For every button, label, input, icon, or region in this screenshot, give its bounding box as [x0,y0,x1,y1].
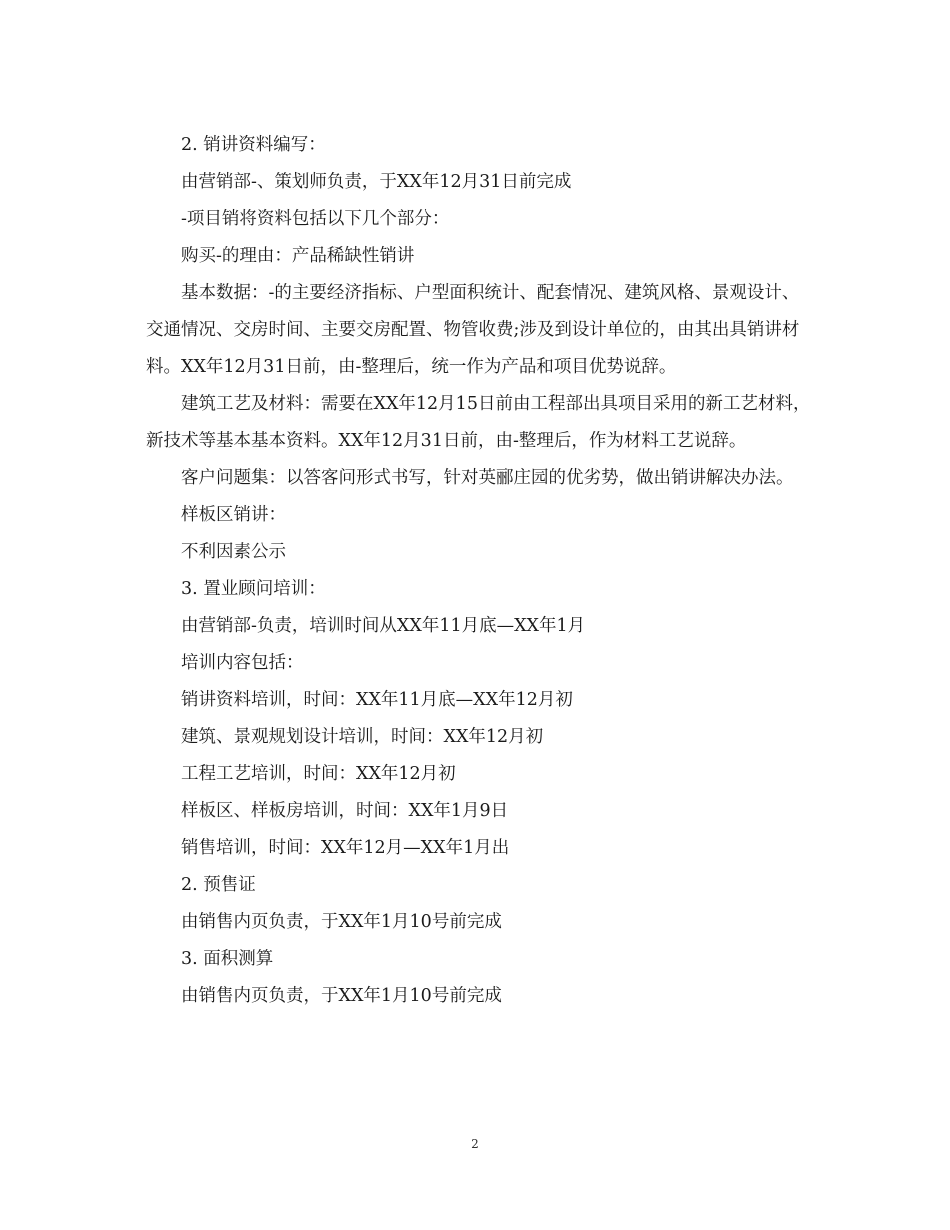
paragraph-4: 购买-的理由：产品稀缺性销讲 [181,246,415,266]
paragraph-17: 销售培训，时间：XX年12月—XX年1月出 [181,838,510,858]
paragraph-18: 2. 预售证 [181,875,256,895]
paragraph-11: 由营销部-负责，培训时间从XX年11月底—XX年1月 [181,616,586,636]
paragraph-1: 2. 销讲资料编写： [181,135,326,155]
paragraph-9: 不利因素公示 [181,542,286,562]
paragraph-10: 3. 置业顾问培训： [181,579,326,599]
paragraph-21: 由销售内页负责，于XX年1月10号前完成 [181,986,502,1006]
paragraph-15: 工程工艺培训，时间：XX年12月初 [181,764,456,784]
paragraph-3: -项目销将资料包括以下几个部分： [181,209,450,229]
paragraph-16: 样板区、样板房培训，时间：XX年1月9日 [181,801,509,821]
paragraph-20: 3. 面积测算 [181,949,274,969]
paragraph-7: 客户问题集：以答客问形式书写，针对英郦庄园的优劣势，做出销讲解决办法。 [181,468,794,488]
paragraph-2: 由营销部-、策划师负责，于XX年12月31日前完成 [181,172,572,192]
paragraph-6: 建筑工艺及材料：需要在XX年12月15日前由工程部出具项目采用的新工艺材料，新技术等基本基本资料。XX年12月31日前，由-整理后，作为材料工艺说辞。 [146,394,811,451]
paragraph-13: 销讲资料培训，时间：XX年11月底—XX年12月初 [181,690,573,710]
paragraph-5: 基本数据：-的主要经济指标、户型面积统计、配套情况、建筑风格、景观设计、交通情况、交房时间、主要交房配置、物管收费;涉及到设计单位的，由其出具销讲材料。XX年12月31日前，由-整理后，统一作为产品和项目优势说辞。 [146,283,800,377]
paragraph-19: 由销售内页负责，于XX年1月10号前完成 [181,912,502,932]
paragraph-8: 样板区销讲： [181,505,286,525]
paragraph-14: 建筑、景观规划设计培训，时间：XX年12月初 [181,727,544,747]
document-body [146,127,816,1015]
page-number: 2 [471,1137,479,1151]
paragraph-12: 培训内容包括： [181,653,304,673]
